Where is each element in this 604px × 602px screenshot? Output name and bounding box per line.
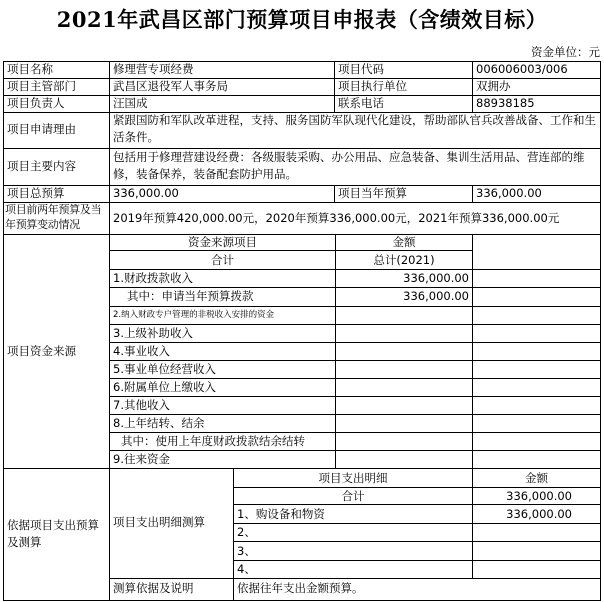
page-title: 2021年武昌区部门预算项目申报表（含绩效目标）: [56, 7, 548, 32]
funding-row-label: 8.上年结转、结余: [113, 416, 205, 430]
executing-unit-value: 双拥办: [476, 79, 511, 93]
funding-row-label: 4.事业收入: [113, 344, 170, 358]
funding-row-label: 其中：申请当年预算拨款: [127, 289, 254, 303]
funding-amount-header: 金额: [392, 235, 416, 249]
budget-change-label: 项目前两年预算及当年预算变动情况: [5, 203, 102, 231]
funding-row-label: 5.事业单位经营收入: [113, 362, 216, 376]
total-budget-value: 336,000.00: [113, 186, 179, 200]
funding-total-label: 合计: [211, 253, 234, 267]
person-in-charge-value: 汪国成: [113, 96, 148, 110]
reason-value: 紧跟国防和军队改革进程，支持、服务国防军队现代化建设，帮助部队官兵改善战备、工作和生活条件。: [113, 113, 596, 144]
department-value: 武昌区退役军人事务局: [113, 79, 228, 93]
expense-row-label: 4、: [237, 562, 256, 576]
budget-change-value: 2019年预算420,000.00元，2020年预算336,000.00元，2021年预算336,000.00元: [113, 211, 560, 225]
reason-label: 项目申请理由: [7, 122, 76, 136]
expense-row-amount: 336,000.00: [506, 507, 572, 521]
funding-row-label: 3.上级补助收入: [113, 326, 193, 340]
content-value: 包括用于修理营建设经费：各级服装采购、办公用品、应急装备、集训生活用品、营连部的维修，装备保养，装备配套防护用品。: [113, 150, 585, 181]
basis-value: 依据往年支出金额预算。: [237, 581, 364, 595]
funding-row-amount: 336,000.00: [403, 289, 469, 303]
current-year-budget-label: 项目当年预算: [338, 186, 407, 200]
funding-source-header: 资金来源项目: [188, 235, 257, 249]
project-code-value: 006006003/006: [476, 62, 568, 76]
expense-total-label: 合计: [341, 489, 365, 503]
funding-row-label: 2.纳入财政专户管理的非税收入安排的资金: [113, 310, 275, 320]
funding-row-label: 其中：使用上年度财政拨款结余结转: [121, 434, 305, 448]
expense-amount-header: 金额: [525, 471, 548, 485]
funding-row-amount: 336,000.00: [403, 271, 469, 285]
funding-source-label: 项目资金来源: [7, 344, 76, 358]
basis-label: 测算依据及说明: [113, 581, 194, 595]
expense-row-label: 3、: [237, 544, 256, 558]
expense-total-amount: 336,000.00: [506, 489, 572, 503]
total-budget-label: 项目总预算: [7, 186, 65, 200]
project-code-label: 项目代码: [338, 62, 384, 76]
funding-row-label: 7.其他收入: [113, 398, 170, 412]
project-name-label: 项目名称: [7, 62, 53, 76]
currency-unit: 资金单位：元: [531, 45, 600, 59]
person-in-charge-label: 项目负责人: [7, 96, 65, 110]
expense-row-label: 2、: [237, 525, 256, 539]
project-name-value: 修理营专项经费: [113, 62, 194, 76]
funding-row-label: 6.附属单位上缴收入: [113, 380, 216, 394]
current-year-budget-value: 336,000.00: [476, 186, 542, 200]
expense-detail-header: 项目支出明细: [318, 471, 388, 485]
department-label: 项目主管部门: [7, 79, 76, 93]
phone-label: 联系电话: [338, 96, 384, 110]
expense-row-label: 1、购设备和物资: [237, 507, 325, 521]
expense-detail-label: 项目支出明细测算: [113, 515, 205, 529]
phone-value: 88938185: [476, 96, 535, 110]
executing-unit-label: 项目执行单位: [338, 79, 407, 93]
funding-row-label: 9.往来资金: [113, 452, 170, 466]
expense-basis-section-label: 依据项目支出预算及测算: [7, 518, 99, 549]
content-label: 项目主要内容: [7, 159, 76, 173]
funding-total-year: 总计(2021): [373, 253, 435, 267]
funding-row-label: 1.财政拨款收入: [113, 271, 193, 285]
